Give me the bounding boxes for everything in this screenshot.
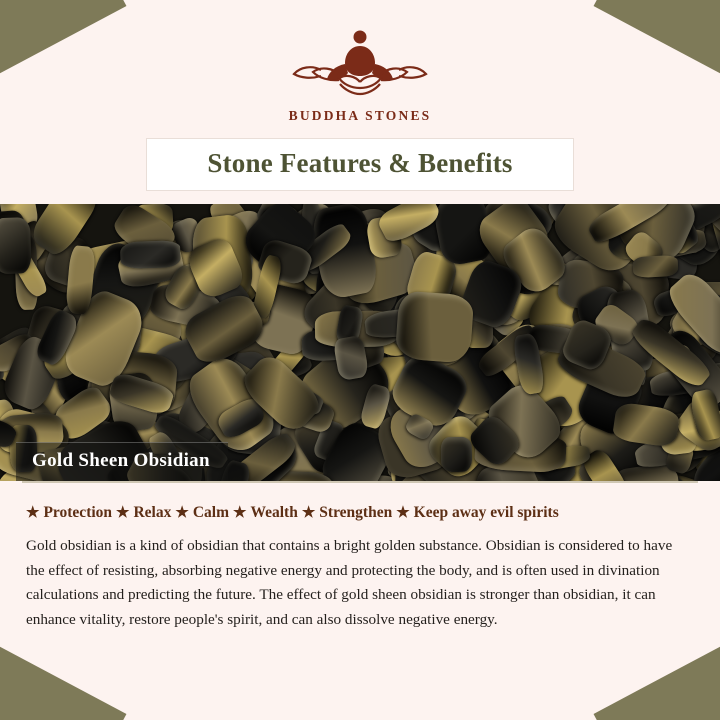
brand-header: [0, 0, 720, 124]
benefit-label: Keep away evil spirits: [413, 503, 559, 521]
stone-name: Gold Sheen Obsidian: [32, 450, 210, 471]
lotus-meditation-icon: [285, 24, 435, 102]
benefit-label: Relax: [133, 503, 172, 521]
brand-name: BUDDHA STONES: [288, 108, 432, 123]
stone-photo-texture: [0, 204, 720, 481]
star-icon: ★: [175, 505, 189, 521]
content-section: [22, 481, 698, 633]
benefits-list: [22, 493, 698, 528]
star-icon: ★: [396, 505, 410, 521]
star-icon: ★: [233, 505, 247, 521]
benefit-label: Wealth: [250, 503, 298, 521]
stone-fragment: [395, 290, 475, 364]
benefit-item: [171, 503, 229, 522]
stone-fragment: [632, 255, 678, 278]
benefit-label: Calm: [192, 503, 229, 521]
stone-fragment: [441, 437, 473, 473]
stone-fragment: [120, 240, 180, 269]
stone-fragment: [0, 217, 32, 274]
section-title-band: [146, 138, 574, 191]
star-icon: ★: [26, 505, 40, 521]
star-icon: ★: [301, 505, 316, 521]
page-title: Stone Features & Benefits: [207, 148, 513, 178]
stone-photo: [0, 204, 720, 481]
benefit-item: [26, 503, 112, 522]
benefit-item: [298, 503, 392, 522]
benefit-label: Protection: [43, 503, 113, 521]
stone-description: Gold obsidian is a kind of obsidian that contains a bright golden substance. Obsidian is considered to have the effect of resisting, absorbing negative energy and protecting the body, and is often used in divination calculations and predicting the future. The effect of gold sheen obsidian is stronger than obsidian, it can enhance vitality, restore people's spirit, and can also dissolve negative energy.: [26, 537, 673, 628]
benefit-item: [112, 503, 171, 522]
star-icon: ★: [116, 505, 130, 521]
benefit-item: [229, 503, 298, 522]
benefit-label: Strengthen: [319, 503, 393, 521]
stone-name-plate: [16, 442, 228, 481]
benefit-item: [392, 503, 559, 522]
